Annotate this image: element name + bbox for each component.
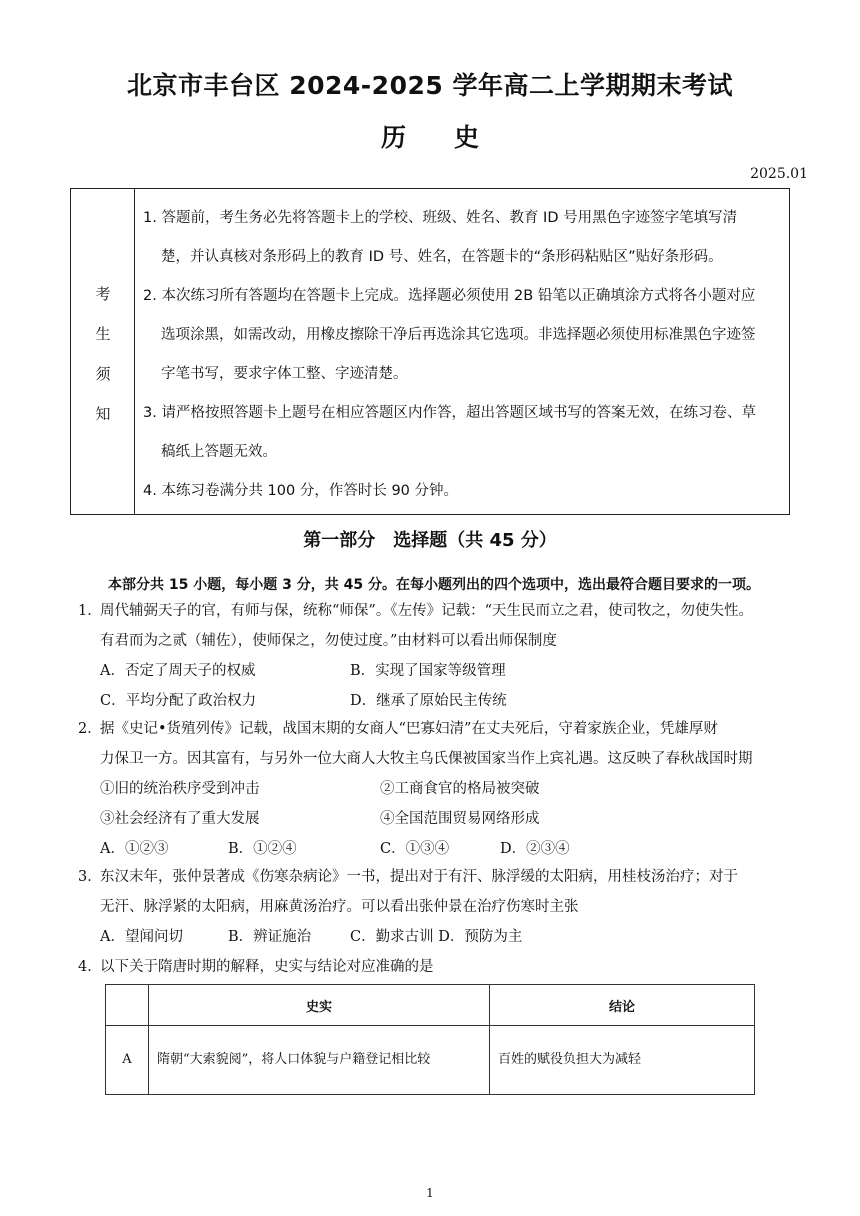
table-header-cell xyxy=(106,985,149,1026)
question-text: 有君而为之贰（辅佐），使师保之，勿使过度。”由材料可以看出师保制度 xyxy=(100,633,557,649)
table-row xyxy=(106,1026,755,1095)
question-text: 无汗、脉浮紧的太阳病，用麻黄汤治疗。可以看出张仲景在治疗伤寒时主张 xyxy=(100,899,579,915)
question-text: 周代辅弼天子的官，有师与保，统称“师保”。《左传》记载：“天生民而立之君，使司牧之，勿使失性。 xyxy=(100,603,753,619)
statement: ①旧的统治秩序受到冲击 xyxy=(100,781,260,797)
question-2 xyxy=(78,714,786,864)
options-row xyxy=(78,922,786,952)
question-4 xyxy=(78,952,786,982)
examinee-notice-box xyxy=(70,188,790,515)
conclusion-cell: 百姓的赋役负担大为减轻 xyxy=(490,1026,755,1095)
notice-item-line: 3. 请严格按照答题卡上题号在相应答题区内作答，超出答题区域书写的答案无效，在练习卷、草 xyxy=(143,405,756,421)
option-a[interactable]: A．否定了周天子的权威 xyxy=(100,663,256,679)
subject-title: 历史 xyxy=(380,123,527,152)
option-a[interactable]: A．望闻问切 xyxy=(100,929,183,945)
question-1 xyxy=(78,596,786,716)
question-text: 据《史记•货殖列传》记载，战国末期的女商人“巴寡妇清”在丈夫死后，守着家族企业，凭雄厚财 xyxy=(100,721,718,737)
question-number: 4． xyxy=(78,959,102,975)
notice-item-line: 4. 本练习卷满分共 100 分，作答时长 90 分钟。 xyxy=(143,483,459,499)
notice-side-char: 考 xyxy=(95,285,111,303)
notice-side-char: 知 xyxy=(95,405,111,423)
question-3 xyxy=(78,862,786,952)
option-d[interactable]: D．继承了原始民主传统 xyxy=(350,693,507,709)
option-b[interactable]: B．辨证施治 xyxy=(228,929,312,945)
question-number: 1． xyxy=(78,603,102,619)
notice-item-line: 稿纸上答题无效。 xyxy=(161,444,277,460)
statement: ②工商食官的格局被突破 xyxy=(380,781,540,797)
notice-item-line: 楚，并认真核对条形码上的教育 ID 号、姓名，在答题卡的“条形码粘贴区”贴好条形码。 xyxy=(161,249,723,265)
history-table xyxy=(105,984,755,1095)
exam-date: 2025.01 xyxy=(750,166,808,182)
question-text: 力保卫一方。因其富有，与另外一位大商人大牧主乌氏倮被国家当作上宾礼遇。这反映了春秋战国时期 xyxy=(100,751,753,767)
question-number: 2． xyxy=(78,721,102,737)
option-c[interactable]: C．平均分配了政治权力 xyxy=(100,693,257,709)
part-one-intro: 本部分共 15 小题，每小题 3 分，共 45 分。在每小题列出的四个选项中，选出最符合题目要求的一项。 xyxy=(108,577,760,593)
option-b[interactable]: B．①②④ xyxy=(228,841,297,857)
table-header-row xyxy=(106,985,755,1026)
notice-items xyxy=(143,199,783,511)
option-d[interactable]: D．②③④ xyxy=(500,841,570,857)
notice-item-line: 2. 本次练习所有答题均在答题卡上完成。选择题必须使用 2B 铅笔以正确填涂方式将各小题对应 xyxy=(143,288,756,304)
notice-side-char: 须 xyxy=(95,365,111,383)
options-row xyxy=(78,834,786,864)
fact-cell: 隋朝“大索貌阅”，将人口体貌与户籍登记相比较 xyxy=(149,1026,490,1095)
page-number: 1 xyxy=(426,1186,434,1200)
statements-row xyxy=(78,804,786,834)
statement: ③社会经济有了重大发展 xyxy=(100,811,260,827)
question-number: 3． xyxy=(78,869,102,885)
options-row xyxy=(78,656,786,686)
table-header-cell: 史实 xyxy=(149,985,490,1026)
notice-item xyxy=(143,394,783,472)
notice-item-line: 选项涂黑，如需改动，用橡皮擦除干净后再选涂其它选项。非选择题必须使用标准黑色字迹签 xyxy=(161,327,756,343)
notice-side-label xyxy=(71,189,135,514)
part-one-title: 第一部分 选择题（共 45 分） xyxy=(303,530,557,551)
question-text: 东汉末年，张仲景著成《伤寒杂病论》一书，提出对于有汗、脉浮缓的太阳病，用桂枝汤治疗；对于 xyxy=(100,869,738,885)
statements-row xyxy=(78,774,786,804)
row-label: A xyxy=(106,1026,149,1095)
option-c-d[interactable]: C．勤求古训 D．预防为主 xyxy=(350,929,523,945)
option-b[interactable]: B．实现了国家等级管理 xyxy=(350,663,506,679)
notice-item xyxy=(143,472,783,511)
statement: ④全国范围贸易网络形成 xyxy=(380,811,540,827)
notice-side-char: 生 xyxy=(95,325,111,343)
notice-item-line: 1. 答题前，考生务必先将答题卡上的学校、班级、姓名、教育 ID 号用黑色字迹签字笔填写清 xyxy=(143,210,738,226)
notice-item xyxy=(143,277,783,394)
exam-title: 北京市丰台区 2024-2025 学年高二上学期期末考试 xyxy=(127,71,733,100)
option-c[interactable]: C．①③④ xyxy=(380,841,450,857)
option-a[interactable]: A．①②③ xyxy=(100,841,169,857)
notice-item-line: 字笔书写，要求字体工整、字迹清楚。 xyxy=(161,366,408,382)
options-row xyxy=(78,686,786,716)
notice-item xyxy=(143,199,783,277)
table-header-cell: 结论 xyxy=(490,985,755,1026)
question-text: 以下关于隋唐时期的解释，史实与结论对应准确的是 xyxy=(100,959,434,975)
